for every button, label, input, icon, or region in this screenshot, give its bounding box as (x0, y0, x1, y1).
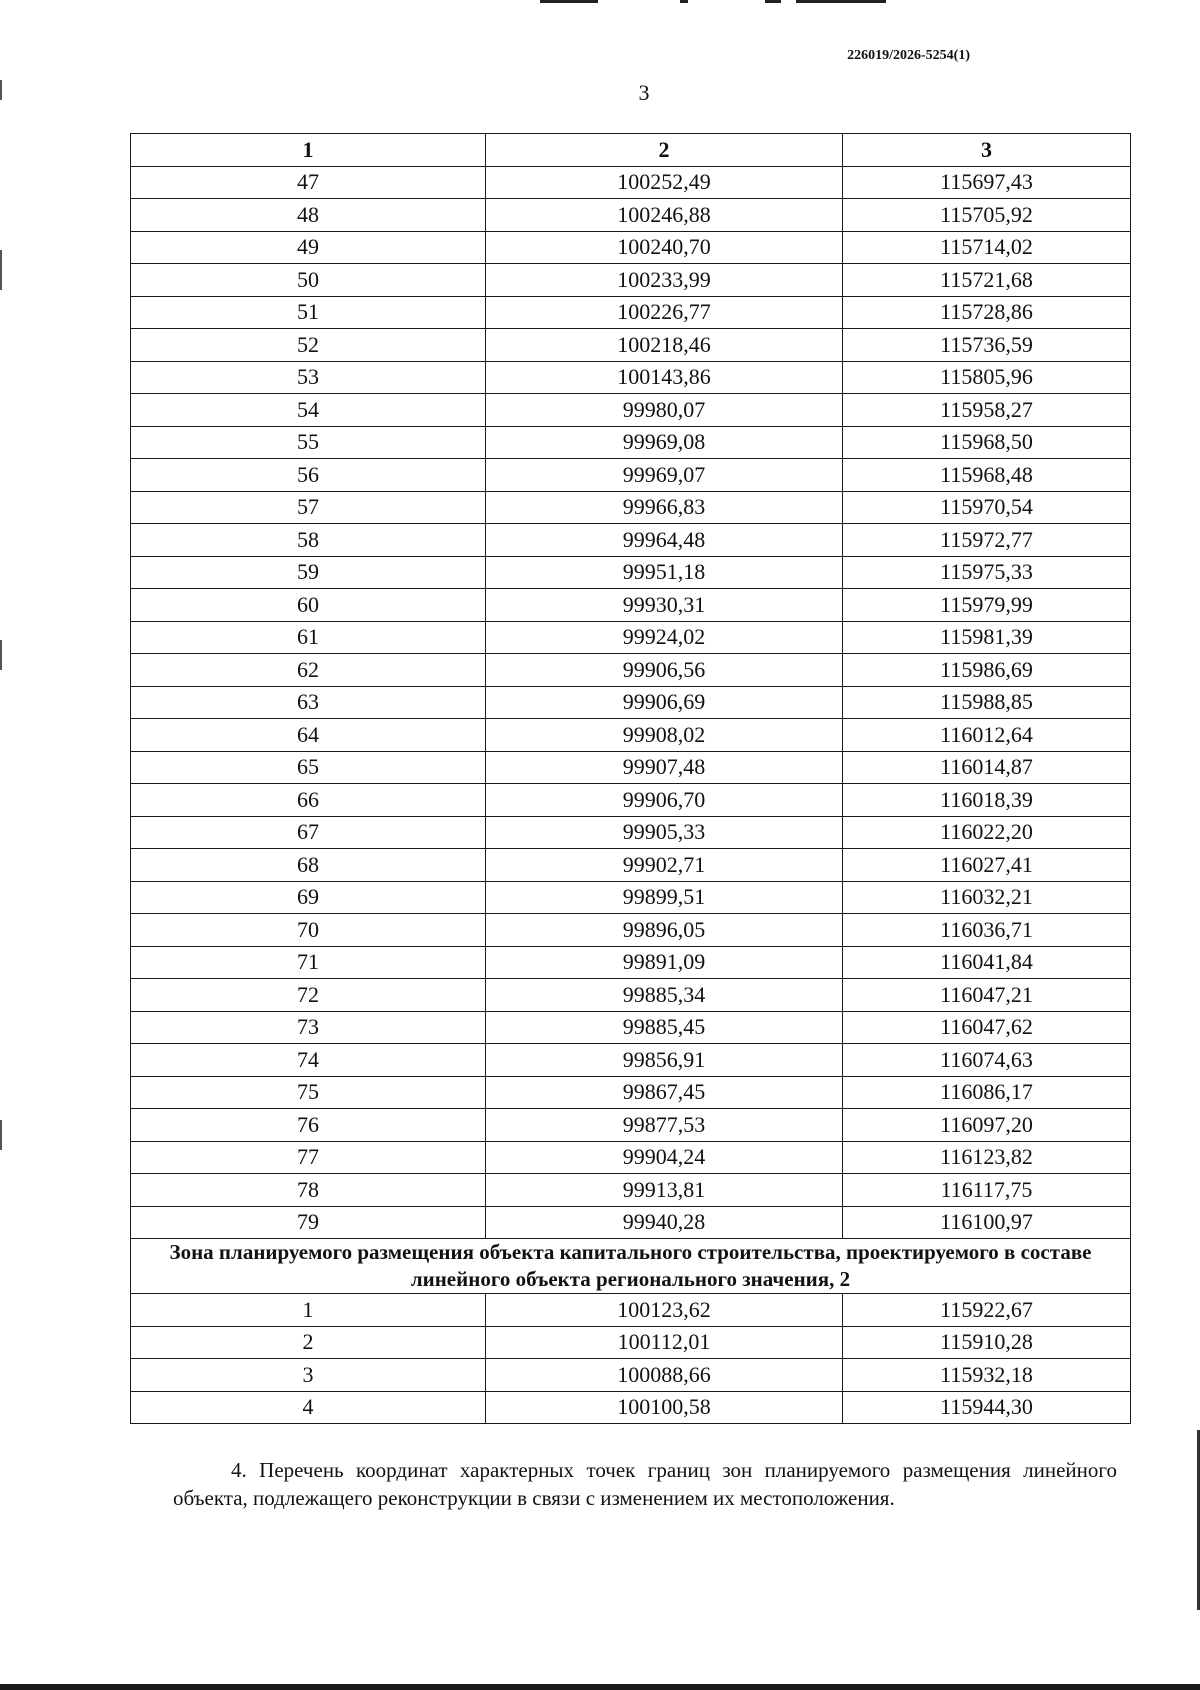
x-coordinate-cell: 99913,81 (486, 1174, 843, 1207)
x-coordinate-cell: 100240,70 (486, 231, 843, 264)
point-number-cell: 54 (131, 394, 486, 427)
point-number-cell: 60 (131, 589, 486, 622)
x-coordinate-cell: 99856,91 (486, 1044, 843, 1077)
x-coordinate-cell: 100233,99 (486, 264, 843, 297)
x-coordinate-cell: 100088,66 (486, 1359, 843, 1392)
point-number-cell: 55 (131, 426, 486, 459)
x-coordinate-cell: 99966,83 (486, 491, 843, 524)
x-coordinate-cell: 99924,02 (486, 621, 843, 654)
table-row (131, 296, 1131, 329)
table-row (131, 426, 1131, 459)
x-coordinate-cell: 100123,62 (486, 1294, 843, 1327)
table-row (131, 1109, 1131, 1142)
point-number-cell: 48 (131, 199, 486, 232)
page-number: 3 (638, 80, 650, 105)
point-number-cell: 66 (131, 784, 486, 817)
table-row (131, 914, 1131, 947)
x-coordinate-cell: 99904,24 (486, 1141, 843, 1174)
section-table-body (131, 1294, 1131, 1424)
x-coordinate-cell: 99885,45 (486, 1011, 843, 1044)
y-coordinate-cell: 116086,17 (843, 1076, 1131, 1109)
point-number-cell: 72 (131, 979, 486, 1012)
point-number-cell: 75 (131, 1076, 486, 1109)
table-row (131, 654, 1131, 687)
x-coordinate-cell: 100100,58 (486, 1391, 843, 1424)
x-coordinate-cell: 99902,71 (486, 849, 843, 882)
scan-top-marks (520, 0, 880, 4)
x-coordinate-cell: 99969,08 (486, 426, 843, 459)
y-coordinate-cell: 115697,43 (843, 166, 1131, 199)
table-row (131, 686, 1131, 719)
y-coordinate-cell: 116036,71 (843, 914, 1131, 947)
point-number-cell: 68 (131, 849, 486, 882)
x-coordinate-cell: 99964,48 (486, 524, 843, 557)
point-number-cell: 58 (131, 524, 486, 557)
y-coordinate-cell: 115721,68 (843, 264, 1131, 297)
x-coordinate-cell: 99930,31 (486, 589, 843, 622)
x-coordinate-cell: 99906,69 (486, 686, 843, 719)
y-coordinate-cell: 116022,20 (843, 816, 1131, 849)
y-coordinate-cell: 116012,64 (843, 719, 1131, 752)
x-coordinate-cell: 99877,53 (486, 1109, 843, 1142)
point-number-cell: 73 (131, 1011, 486, 1044)
table-row (131, 491, 1131, 524)
table-row (131, 524, 1131, 557)
y-coordinate-cell: 115910,28 (843, 1326, 1131, 1359)
table-row (131, 1174, 1131, 1207)
point-number-cell: 3 (131, 1359, 486, 1392)
table-row (131, 1044, 1131, 1077)
point-number-cell: 64 (131, 719, 486, 752)
point-number-cell: 59 (131, 556, 486, 589)
y-coordinate-cell: 115968,50 (843, 426, 1131, 459)
y-coordinate-cell: 116117,75 (843, 1174, 1131, 1207)
point-number-cell: 53 (131, 361, 486, 394)
point-number-cell: 74 (131, 1044, 486, 1077)
y-coordinate-cell: 115705,92 (843, 199, 1131, 232)
y-coordinate-cell: 115988,85 (843, 686, 1131, 719)
x-coordinate-cell: 99885,34 (486, 979, 843, 1012)
x-coordinate-cell: 100218,46 (486, 329, 843, 362)
y-coordinate-cell: 115932,18 (843, 1359, 1131, 1392)
section-heading-body (131, 1239, 1131, 1294)
point-number-cell: 57 (131, 491, 486, 524)
point-number-cell: 70 (131, 914, 486, 947)
x-coordinate-cell: 99867,45 (486, 1076, 843, 1109)
y-coordinate-cell: 115981,39 (843, 621, 1131, 654)
table-row (131, 881, 1131, 914)
table-row (131, 166, 1131, 199)
y-coordinate-cell: 115805,96 (843, 361, 1131, 394)
column-header-2: 2 (486, 134, 843, 167)
column-header-3: 3 (843, 134, 1131, 167)
y-coordinate-cell: 115714,02 (843, 231, 1131, 264)
section-heading-row (131, 1239, 1131, 1294)
x-coordinate-cell: 99899,51 (486, 881, 843, 914)
x-coordinate-cell: 99940,28 (486, 1206, 843, 1239)
document-number: 226019/2026-5254(1) (847, 48, 970, 63)
point-number-cell: 50 (131, 264, 486, 297)
table-row (131, 199, 1131, 232)
point-number-cell: 61 (131, 621, 486, 654)
table-row (131, 849, 1131, 882)
table-row (131, 1206, 1131, 1239)
table-row (131, 816, 1131, 849)
point-number-cell: 67 (131, 816, 486, 849)
table-header-row (131, 134, 1131, 167)
table-row (131, 361, 1131, 394)
y-coordinate-cell: 115728,86 (843, 296, 1131, 329)
y-coordinate-cell: 116047,21 (843, 979, 1131, 1012)
point-number-cell: 65 (131, 751, 486, 784)
point-number-cell: 71 (131, 946, 486, 979)
y-coordinate-cell: 115922,67 (843, 1294, 1131, 1327)
y-coordinate-cell: 116074,63 (843, 1044, 1131, 1077)
x-coordinate-cell: 100246,88 (486, 199, 843, 232)
y-coordinate-cell: 115970,54 (843, 491, 1131, 524)
table-row (131, 1326, 1131, 1359)
x-coordinate-cell: 99906,56 (486, 654, 843, 687)
y-coordinate-cell: 115979,99 (843, 589, 1131, 622)
point-number-cell: 78 (131, 1174, 486, 1207)
x-coordinate-cell: 99951,18 (486, 556, 843, 589)
point-number-cell: 49 (131, 231, 486, 264)
table-row (131, 394, 1131, 427)
table-row (131, 784, 1131, 817)
table-row (131, 1391, 1131, 1424)
x-coordinate-cell: 100112,01 (486, 1326, 843, 1359)
x-coordinate-cell: 99896,05 (486, 914, 843, 947)
y-coordinate-cell: 115968,48 (843, 459, 1131, 492)
y-coordinate-cell: 115975,33 (843, 556, 1131, 589)
y-coordinate-cell: 116032,21 (843, 881, 1131, 914)
x-coordinate-cell: 99908,02 (486, 719, 843, 752)
scan-left-edge (0, 1120, 2, 1150)
point-number-cell: 56 (131, 459, 486, 492)
table-row (131, 264, 1131, 297)
x-coordinate-cell: 100143,86 (486, 361, 843, 394)
point-number-cell: 52 (131, 329, 486, 362)
y-coordinate-cell: 115958,27 (843, 394, 1131, 427)
point-number-cell: 77 (131, 1141, 486, 1174)
point-number-cell: 51 (131, 296, 486, 329)
column-header-1: 1 (131, 134, 486, 167)
x-coordinate-cell: 99980,07 (486, 394, 843, 427)
section-title: Зона планируемого размещения объекта капитального строительства, проектируемого в составе линейного объекта регионального значения, 2 (131, 1239, 1131, 1294)
y-coordinate-cell: 116018,39 (843, 784, 1131, 817)
table-row (131, 719, 1131, 752)
table-row (131, 1076, 1131, 1109)
point-number-cell: 4 (131, 1391, 486, 1424)
table-row (131, 329, 1131, 362)
scan-bottom-edge (0, 1684, 1200, 1690)
point-number-cell: 62 (131, 654, 486, 687)
y-coordinate-cell: 115736,59 (843, 329, 1131, 362)
y-coordinate-cell: 116027,41 (843, 849, 1131, 882)
y-coordinate-cell: 116123,82 (843, 1141, 1131, 1174)
table-body (131, 166, 1131, 1239)
y-coordinate-cell: 116097,20 (843, 1109, 1131, 1142)
paragraph-item-4: 4. Перечень координат характерных точек границ зон планируемого размещения линейного объекта, подлежащего реконструкции в связи с изменением их местоположения. (173, 1458, 1117, 1510)
point-number-cell: 47 (131, 166, 486, 199)
table-row (131, 621, 1131, 654)
point-number-cell: 63 (131, 686, 486, 719)
scan-left-edge (0, 640, 2, 670)
point-number-cell: 69 (131, 881, 486, 914)
y-coordinate-cell: 116041,84 (843, 946, 1131, 979)
scan-left-edge (0, 250, 2, 290)
x-coordinate-cell: 99891,09 (486, 946, 843, 979)
table-row (131, 946, 1131, 979)
table-row (131, 231, 1131, 264)
table-row (131, 979, 1131, 1012)
y-coordinate-cell: 115944,30 (843, 1391, 1131, 1424)
table-row (131, 751, 1131, 784)
x-coordinate-cell: 99907,48 (486, 751, 843, 784)
x-coordinate-cell: 99969,07 (486, 459, 843, 492)
table-row (131, 1141, 1131, 1174)
coordinates-table (130, 133, 1131, 1424)
y-coordinate-cell: 115986,69 (843, 654, 1131, 687)
table-row (131, 459, 1131, 492)
x-coordinate-cell: 100252,49 (486, 166, 843, 199)
y-coordinate-cell: 116100,97 (843, 1206, 1131, 1239)
table-row (131, 1294, 1131, 1327)
y-coordinate-cell: 115972,77 (843, 524, 1131, 557)
point-number-cell: 79 (131, 1206, 486, 1239)
x-coordinate-cell: 99906,70 (486, 784, 843, 817)
point-number-cell: 2 (131, 1326, 486, 1359)
table-row (131, 556, 1131, 589)
table-row (131, 589, 1131, 622)
x-coordinate-cell: 99905,33 (486, 816, 843, 849)
y-coordinate-cell: 116047,62 (843, 1011, 1131, 1044)
point-number-cell: 76 (131, 1109, 486, 1142)
x-coordinate-cell: 100226,77 (486, 296, 843, 329)
point-number-cell: 1 (131, 1294, 486, 1327)
y-coordinate-cell: 116014,87 (843, 751, 1131, 784)
table-row (131, 1359, 1131, 1392)
table-row (131, 1011, 1131, 1044)
